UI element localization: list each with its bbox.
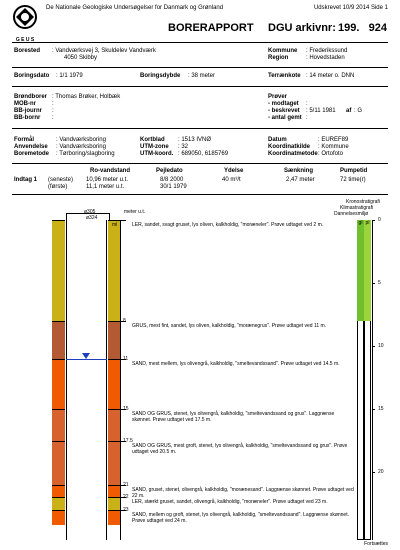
lithology-layer-left	[52, 510, 65, 525]
side-tick	[372, 472, 375, 473]
formaal-value: : Vandværksboring	[56, 137, 106, 143]
boringsdato-label: Boringsdato	[14, 73, 50, 79]
koordkilde-label: Koordinatkilde	[268, 144, 311, 150]
side-depth-label: 20	[378, 469, 384, 475]
indtag-row2-name: (første)	[48, 184, 68, 190]
lithology-layer-left	[52, 485, 65, 498]
utmzone-value: : 32	[178, 144, 189, 150]
klim-code: gl	[357, 220, 364, 321]
diam-label-1: ø305	[84, 209, 96, 215]
bbbornr-value: :	[52, 115, 54, 121]
side-depth-label: 5	[378, 280, 381, 286]
side-depth-label: 0	[378, 217, 381, 223]
kron-code: pl	[364, 220, 371, 321]
depth-label: 23	[123, 506, 129, 513]
lithology-layer-left	[52, 409, 65, 441]
page-title: BORERAPPORT	[168, 22, 254, 34]
mob-label: MOB-nr	[14, 101, 36, 107]
lithology-layer-right	[108, 497, 120, 510]
prover-label: Prøver	[268, 94, 288, 100]
diam-label-2: ø324	[86, 215, 98, 221]
indtag-row2-date: 30/1 1979	[160, 184, 187, 190]
dannelse-label: Dannelsesmiljø	[334, 211, 369, 217]
borehole-casing	[66, 220, 107, 540]
lithology-layer-right	[108, 409, 120, 441]
beskrevet-label: - beskrevet	[268, 108, 300, 114]
side-tick	[372, 220, 375, 221]
mob-value: :	[52, 101, 54, 107]
modtaget-value: :	[306, 101, 308, 107]
borested-value2: 4050 Skibby	[64, 55, 98, 61]
lithology-layer-left	[52, 220, 65, 321]
dgu-label: DGU arkivnr:	[268, 22, 336, 34]
depth-label: 17.5	[123, 437, 133, 444]
lithology-layer-left	[52, 359, 65, 409]
lithology-layer-left	[52, 321, 65, 359]
lithology-layer-left	[52, 441, 65, 485]
modtaget-label: - modtaget	[268, 101, 299, 107]
beskrevet-value: : 5/11 1981	[306, 108, 336, 114]
lithology-layer-right	[108, 359, 120, 409]
lithology-layer-right	[108, 220, 120, 321]
borested-value: : Vandværksvej 3, Skuldelev Vandværk	[52, 48, 156, 54]
utmkoord-value: : 689050, 6185769	[178, 151, 229, 157]
footer-continue: Fortsættes	[364, 541, 388, 547]
dgu-number: 199. 924	[338, 22, 387, 34]
utmzone-label: UTM-zone	[140, 144, 169, 150]
utmkoord-label: UTM-koord.	[140, 151, 174, 157]
brondborer-value: : Thomas Brøker, Holbæk	[52, 94, 121, 100]
indtag-ydelse: 40 m³/t	[222, 177, 241, 183]
terraenkote-label: Terrænkote	[268, 73, 301, 79]
brondborer-label: Brøndborer	[14, 94, 47, 100]
layer-description: SAND OG GRUS, stenet, lys olivengrå, kalkholdig, "smeltevandssand og grus". Laggrænse skønnet. Prøve udtaget ved 17.5 m.	[132, 411, 335, 423]
anvendelse-value: : Vandværksboring	[56, 144, 106, 150]
layer-description: SAND OG GRUS, mest groft, stenet, lys olivengrå, kalkholdig, "smeltevandssand og grus". Prøve udtaget ved 20.5 m.	[132, 442, 348, 455]
kronostrat-label: Kronostratigrafi	[346, 199, 380, 205]
depth-label: 22	[123, 494, 129, 501]
side-tick	[372, 346, 375, 347]
formaal-label: Formål	[14, 137, 35, 143]
bbbornr-label: BB-bornr	[14, 115, 41, 121]
layer-code: ml	[112, 222, 118, 228]
indtag-row2-ro: 11,1 meter u.t.	[86, 184, 125, 190]
boringsdybde-value: : 38 meter	[188, 73, 216, 79]
lithology-layer-right	[108, 441, 120, 485]
bbjournr-value: :	[52, 108, 54, 114]
water-level-icon	[82, 353, 90, 359]
indtag-row1-date: 8/8 2000	[160, 177, 184, 183]
depth-label: 15	[123, 406, 129, 412]
indtag-row1-name: (seneste)	[48, 177, 74, 183]
kortblad-value: : 1513 IVNØ	[178, 137, 212, 143]
boringsdybde-label: Boringsdybde	[140, 73, 181, 79]
depth-label: 8	[123, 317, 126, 324]
af-label: af	[346, 108, 352, 114]
water-level-line	[66, 359, 107, 360]
indtag-saenkning: 2,47 meter	[286, 177, 315, 183]
geus-logo	[12, 4, 38, 43]
layer-description: SAND, mellem og groft, stenet, lys olivengrå, kalkholdig, "smeltevandssand". Laggrænse skønnet. Prøve udtaget ved 24 m.	[132, 511, 349, 524]
koordmetode-label: Koordinatmetode	[268, 151, 318, 157]
logo-text: G E U S	[15, 37, 35, 43]
layer-description: SAND, mest mellem, lys olivengrå, kalkholdig, "smeltevandssand". Prøve udtaget ved 14.5 m.	[132, 360, 340, 367]
indtag-label: Indtag 1	[14, 177, 38, 183]
borested-label: Borested	[14, 48, 41, 54]
lithology-layer-right	[108, 321, 120, 359]
lithology-layer-right	[108, 485, 120, 498]
kortblad-label: Kortblad	[140, 137, 165, 143]
depth-label: 21	[123, 481, 129, 488]
side-depth-label: 15	[378, 406, 384, 412]
klimastrat-label: Klimastratigrafi	[340, 205, 374, 211]
lithology-layer-left	[52, 497, 65, 510]
terraenkote-value: : 14 meter o. DNN	[306, 73, 355, 79]
side-tick	[372, 283, 375, 284]
printed-date: Udskrevet 10/9 2014 Side 1	[313, 5, 388, 11]
kommune-label: Kommune	[268, 48, 298, 54]
indtag-col-pejledato: Pejledato	[156, 168, 183, 174]
koordkilde-value: : Kommune	[318, 144, 349, 150]
af-value: : G	[354, 108, 363, 114]
boringsdato-value: : 1/1 1979	[56, 73, 83, 79]
layer-description: LER, sandet, svagt gruset, lys oliven, kalkholdig, "moræneler". Prøve udtaget ved 2 m.	[132, 222, 324, 228]
kommune-value: : Frederikssund	[306, 48, 348, 54]
anvendelse-label: Anvendelse	[14, 144, 48, 150]
depth-axis	[120, 220, 121, 540]
layer-description: LER, stærkt gruset, sandet, olivengrå, kalkholdig, "moræneler". Prøve udtaget ved 23 m.	[132, 499, 328, 506]
boremetode-value: : Tørboring/slagboring	[56, 151, 115, 157]
koordmetode-value: : Ortofoto	[318, 151, 344, 157]
side-depth-label: 10	[378, 343, 384, 349]
bbjournr-label: BB-journr	[14, 108, 42, 114]
indtag-pumpetid: 72 time(r)	[340, 177, 366, 183]
depth-label: 11	[123, 355, 129, 362]
indtag-col-ro: Ro-vandstand	[90, 168, 131, 174]
boremetode-label: Boremetode	[14, 151, 50, 157]
indtag-row1-ro: 10,96 meter u.t.	[86, 177, 129, 183]
region-value: : Hovedstaden	[306, 55, 345, 61]
indtag-col-saenkning: Sænkning	[284, 168, 314, 174]
side-tick	[372, 409, 375, 410]
geus-logo-icon	[12, 4, 38, 32]
region-label: Region	[268, 55, 289, 61]
meter-label: meter u.t.	[124, 209, 146, 215]
antal-value: :	[306, 115, 308, 121]
layer-description: GRUS, mest fint, sandet, lys oliven, kalkholdig, "morænegrus". Prøve udtaget ved 11 m.	[132, 322, 327, 329]
side-axis	[372, 220, 373, 540]
lithology-layer-right	[108, 510, 120, 525]
datum-value: : EUREF89	[318, 137, 349, 143]
indtag-col-ydelse: Ydelse	[224, 168, 244, 174]
layer-boundary-line	[120, 220, 126, 221]
org-name: De Nationale Geologiske Undersøgelser for Danmark og Grønland	[46, 5, 224, 11]
layer-description: SAND, gruset, stenet, olivengrå, kalkholdig, "morænesand". Laggrænse skønnet. Prøve udtaget ved 22 m.	[132, 486, 354, 499]
diam-bracket	[66, 213, 110, 220]
antal-label: - antal gemt	[268, 115, 302, 121]
indtag-col-pumpetid: Pumpetid	[340, 168, 368, 174]
datum-label: Datum	[268, 137, 287, 143]
